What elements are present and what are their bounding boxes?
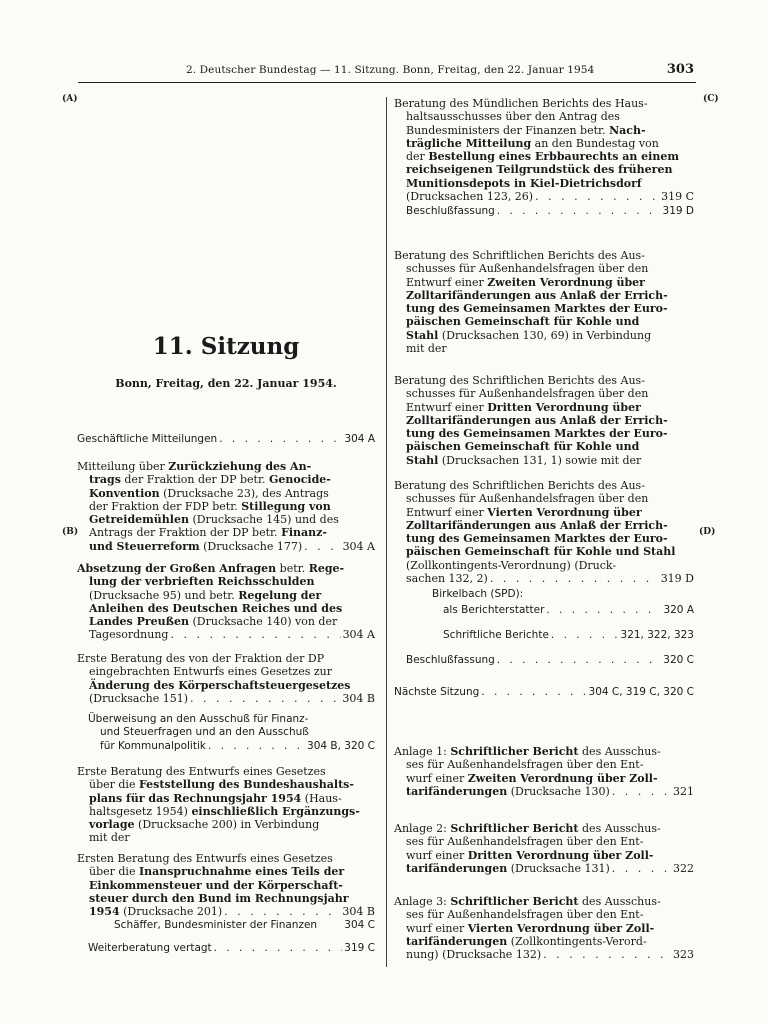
entry-naechste-sitzung: Nächste Sitzung . . . 304 C, 319 C, 320 C: [394, 686, 694, 699]
entry-anlage-3: Anlage 3: Schriftlicher Bericht des Ausschus- ses für Außenhandelsfragen über den Ent- wurf einer Vierten Verordnung über Zoll- tarifänderungen (Zollkontingents-Verord- nung) (Drucksache 132) . . . 323: [394, 895, 694, 961]
entry-erste-beratung-dp: Erste Beratung des von der Fraktion der DP eingebrachten Entwurfs eines Gesetzes zur Änderung des Körperschaftsteuergesetzes (Drucksache 151) . . . 304 B: [77, 652, 375, 705]
entry-zweite-verordnung: Beratung des Schriftlichen Berichts des Aus- schusses für Außenhandelsfragen über den Entwurf einer Zweiten Verordnung über Zolltarifänderungen aus Anlaß der Errich- tung des Gemeinsamen Marktes der Euro- päischen Gemeinschaft für Kohle und Stahl (Drucksachen 130, 69) in Verbindung mit der: [394, 249, 668, 356]
entry-geschaeftliche: Geschäftliche Mitteilungen . . . 304 A: [77, 433, 375, 446]
entry-absetzung: Absetzung der Großen Anfragen betr. Rege- lung der verbrieften Reichsschulden (Drucksache 95) und betr. Regelung der Anleihen des Deutschen Reiches und des Landes Preußen (Drucksache 140) von der Tagesordnung . . . 304 A: [77, 562, 375, 642]
entry-anlage-2: Anlage 2: Schriftlicher Bericht des Ausschus- ses für Außenhandelsfragen über den Ent- wurf einer Dritten Verordnung über Zoll- tarifänderungen (Drucksache 131) . . . 322: [394, 822, 694, 875]
margin-mark-a: (A): [62, 94, 78, 104]
entry-birkelbach: Birkelbach (SPD):: [432, 588, 524, 600]
margin-mark-b: (B): [62, 527, 79, 537]
entry-anlage-1: Anlage 1: Schriftlicher Bericht des Ausschus- ses für Außenhandelsfragen über den Ent- wurf einer Zweiten Verordnung über Zoll- tarifänderungen (Drucksache 130) . . . 321: [394, 745, 694, 798]
margin-mark-d: (D): [699, 527, 716, 537]
entry-beschluss-1: Beschlußfassung . . . 319 D: [406, 205, 694, 218]
entry-ersten-beratung-inanspruch: Ersten Beratung des Entwurfs eines Gesetzes über die Inanspruchnahme eines Teils der Einkommensteuer und der Körperschaft- steuer durch den Bund im Rechnungsjahr 1954 (Drucksache 201) . . . 304 B: [77, 852, 375, 918]
entry-schriftliche-berichte: Schriftliche Berichte . . . 321, 322, 323: [443, 629, 694, 642]
entry-vierte-verordnung: Beratung des Schriftlichen Berichts des Aus- schusses für Außenhandelsfragen über den Entwurf einer Vierten Verordnung über Zolltarifänderungen aus Anlaß der Errich- tung des Gemeinsamen Marktes der Euro- päischen Gemeinschaft für Kohle und Stahl (Zollkontingents-Verordnung) (Druck- sachen 132, 2) . . . 319 D: [394, 479, 694, 585]
entry-dritte-verordnung: Beratung des Schriftlichen Berichts des Aus- schusses für Außenhandelsfragen über den Entwurf einer Dritten Verordnung über Zolltarifänderungen aus Anlaß der Errich- tung des Gemeinsamen Marktes der Euro- päischen Gemeinschaft für Kohle und Stahl (Drucksachen 131, 1) sowie mit der: [394, 374, 668, 467]
entry-ueberweisung: Überweisung an den Ausschuß für Finanz- und Steuerfragen und an den Ausschuß für Kommunalpolitik . . . 304 B, 320 C: [88, 713, 375, 753]
margin-mark-c: (C): [703, 94, 719, 104]
entry-berichterstatter: als Berichterstatter . . . 320 A: [443, 604, 694, 617]
column-divider: [386, 97, 387, 967]
running-title: 2. Deutscher Bundestag — 11. Sitzung. Bonn, Freitag, den 22. Januar 1954: [186, 64, 595, 76]
entry-weiterberatung: Weiterberatung vertagt . . . 319 C: [88, 942, 375, 955]
entry-beschluss-2: Beschlußfassung . . . 320 C: [406, 654, 694, 667]
entry-erste-beratung-haushalt: Erste Beratung des Entwurfs eines Gesetzes über die Feststellung des Bundeshaushalts- plans für das Rechnungsjahr 1954 (Haus- haltsgesetz 1954) einschließlich Ergänzungs- vorlage (Drucksache 200) in Verbindung mit der: [77, 765, 360, 845]
page-number: 303: [666, 62, 694, 77]
entry-muendlich: Beratung des Mündlichen Berichts des Haus- haltsausschusses über den Antrag des Bundesministers der Finanzen betr. Nach- trägliche Mitteilung an den Bundestag von der Bestellung eines Erbbaurechts an einem reichseigenen Teilgrundstück des früheren Munitionsdepots in Kiel-Dietrichsdorf (Drucksachen 123, 26) . . . 319 C: [394, 97, 694, 203]
session-subtitle: Bonn, Freitag, den 22. Januar 1954.: [115, 377, 337, 390]
running-header: [78, 60, 696, 83]
entry-mitteilung: Mitteilung über Zurückziehung des An- trags der Fraktion der DP betr. Genocide- Konvention (Drucksache 23), des Antrags der Fraktion der FDP betr. Stillegung von Getreidemühlen (Drucksache 145) und des Antrags der Fraktion der DP betr. Finanz- und Steuerreform (Drucksache 177) . . . 304 A: [77, 460, 375, 553]
session-title: 11. Sitzung: [152, 333, 300, 360]
entry-schaeffer: Schäffer, Bundesminister der Finanzen 304 C: [114, 919, 375, 931]
